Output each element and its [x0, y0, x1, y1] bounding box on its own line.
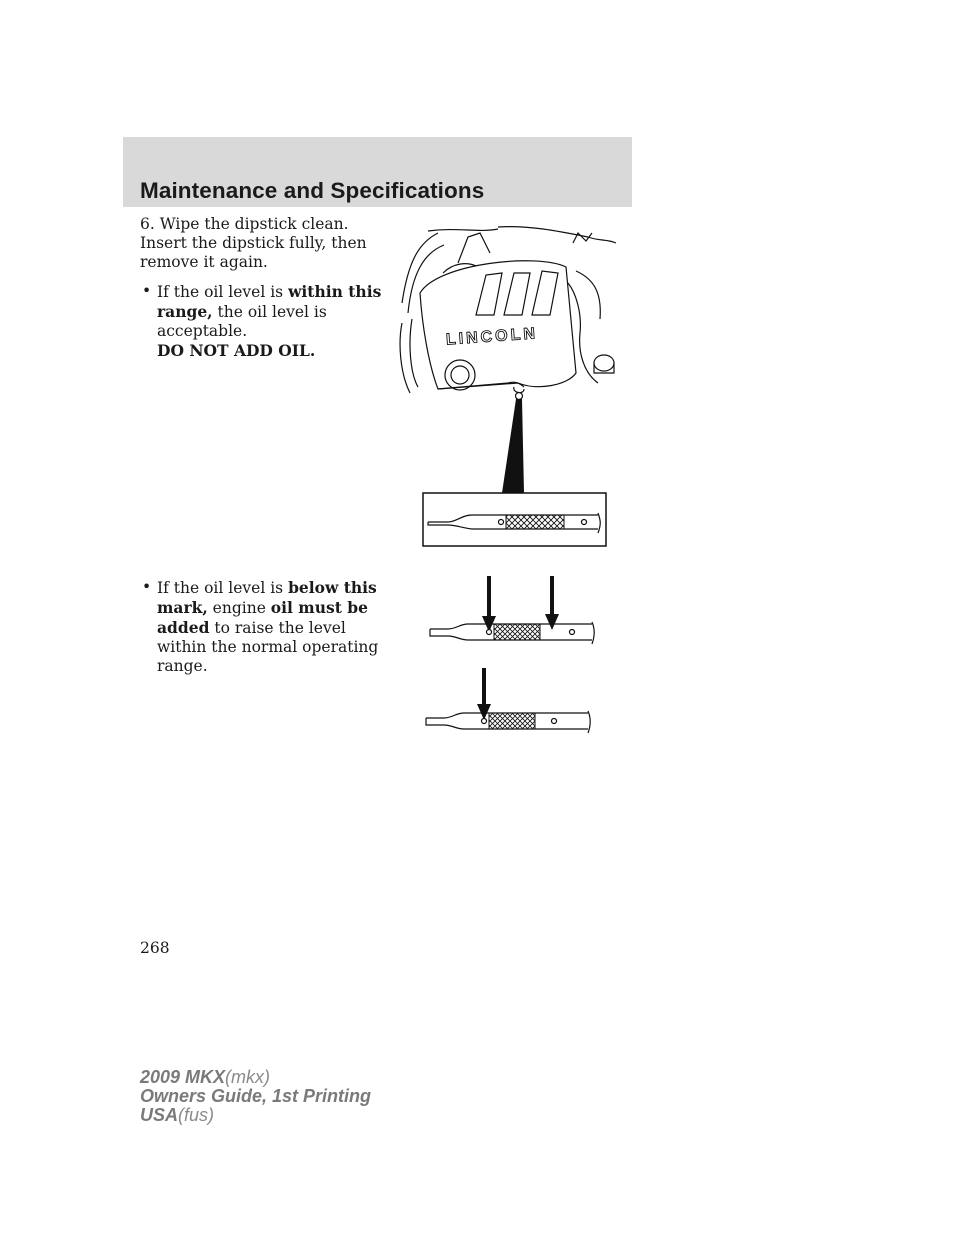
arrow-down-icon — [477, 668, 491, 720]
bullet-below-mark: • If the oil level is below this mark, engine oil must be added to raise the level within the normal operating range. — [142, 578, 379, 675]
section-title: Maintenance and Specifications — [140, 178, 485, 203]
dipstick-within-range-illustration — [420, 574, 600, 654]
step-6-text — [140, 215, 380, 272]
bullet-dot: • — [142, 578, 152, 596]
arrow-down-icon — [545, 576, 559, 630]
dipstick-below-mark-illustration — [420, 666, 600, 740]
step-paragraph: 6. Wipe the dipstick clean. Insert the dipstick fully, then remove it again. — [140, 215, 367, 271]
document-footer: 2009 MKX(mkx) Owners Guide, 1st Printing USA(fus) — [140, 1067, 372, 1125]
bullet-dot: • — [142, 282, 152, 300]
engine-logo: LINCOLN — [445, 325, 539, 349]
engine-dipstick-illustration — [398, 223, 620, 552]
page-number: 268 — [140, 939, 170, 957]
bullet-within-range: • If the oil level is within this range, the oil level is acceptable. DO NOT ADD OIL. — [142, 282, 382, 360]
